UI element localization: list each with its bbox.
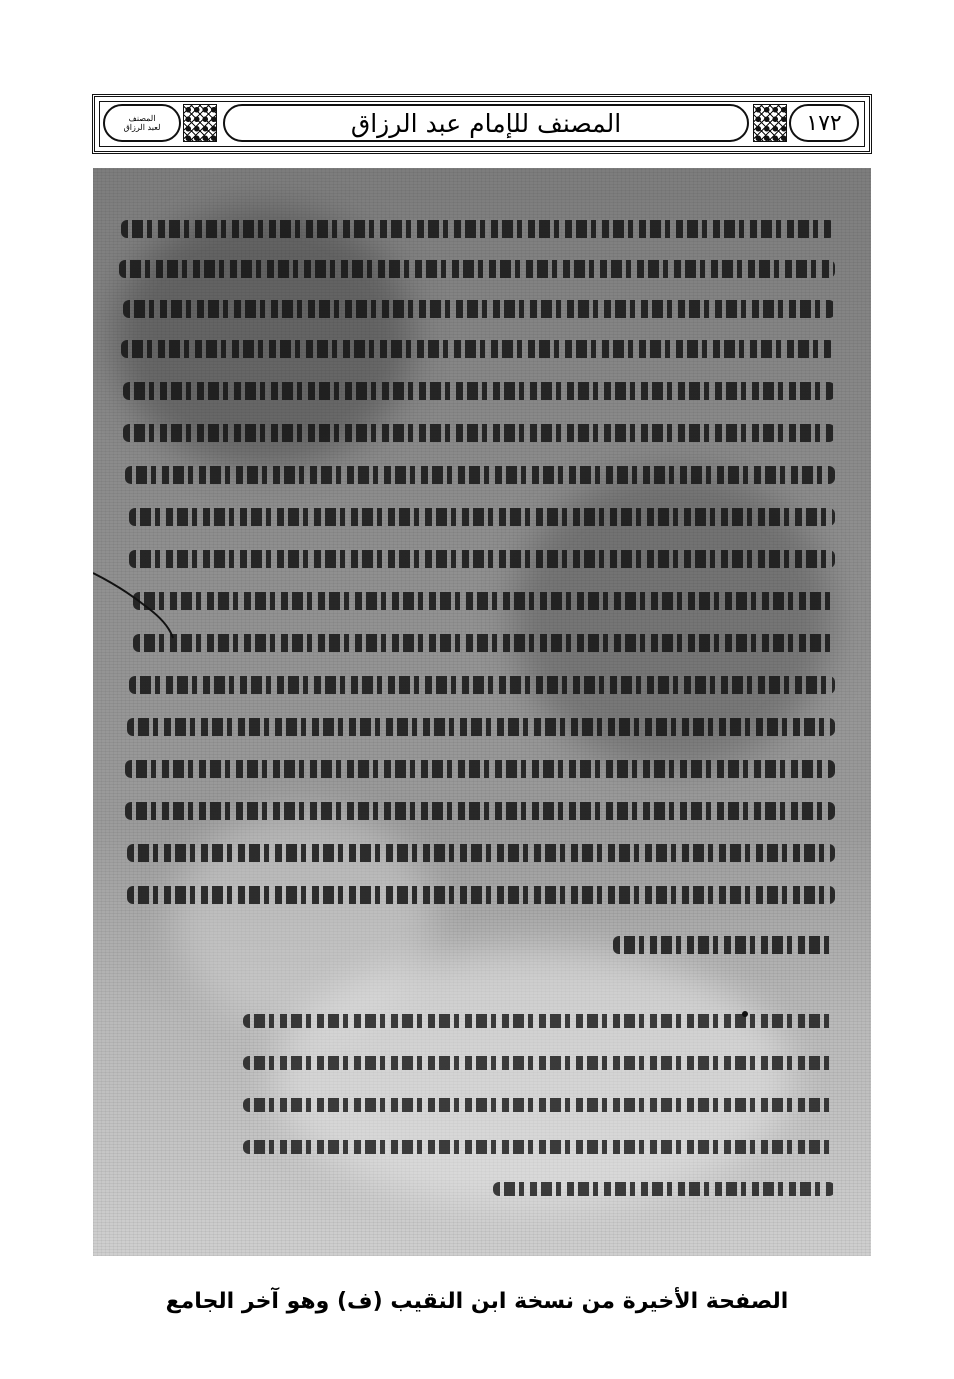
figure-caption: الصفحة الأخيرة من نسخة ابن النقيب (ف) وهو آخر الجامع — [165, 1289, 789, 1314]
header-title-box — [223, 104, 749, 142]
manuscript-image — [93, 168, 871, 1256]
ornament-icon — [183, 104, 217, 142]
page-header — [92, 94, 872, 154]
page-number-box — [789, 104, 859, 142]
header-title: المصنف للإمام عبد الرزاق — [350, 108, 622, 138]
seal-text — [124, 114, 161, 132]
page-number: ١٧٢ — [806, 110, 842, 136]
seal-line-2: لعبد الرزاق — [123, 123, 161, 132]
header-seal — [103, 104, 181, 142]
margin-curve-mark — [93, 168, 871, 1256]
ornament-icon — [753, 104, 787, 142]
seal-line-1: المصنف — [128, 114, 156, 123]
